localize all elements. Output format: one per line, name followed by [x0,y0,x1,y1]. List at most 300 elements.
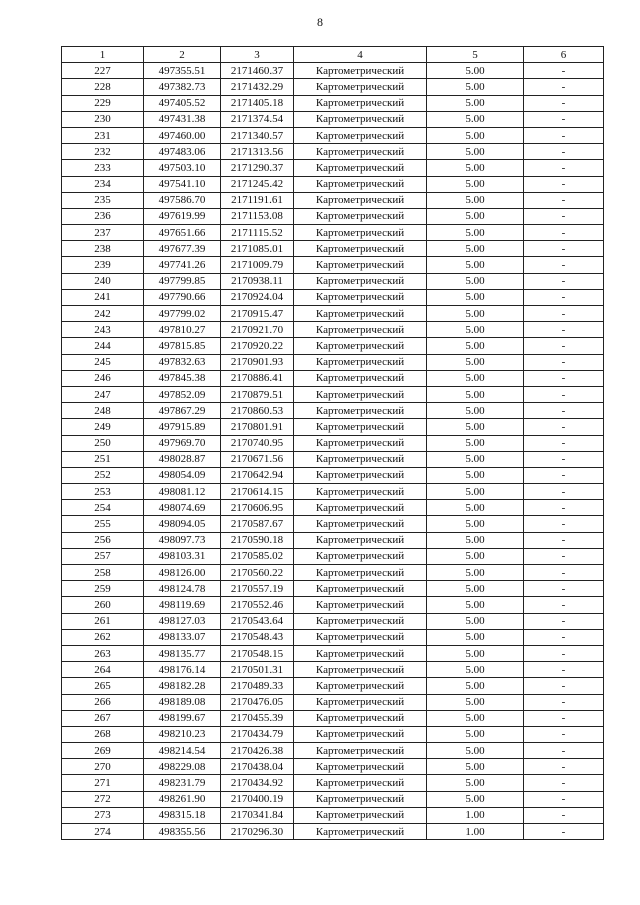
note-cell: - [524,484,604,500]
accuracy-cell: 1.00 [427,824,524,840]
x-coordinate-cell: 497832.63 [144,354,221,370]
method-cell: Картометрический [294,63,427,79]
table-row [62,710,604,726]
table-row [62,225,604,241]
method-cell: Картометрический [294,79,427,95]
method-cell: Картометрический [294,775,427,791]
table-row [62,289,604,305]
accuracy-cell: 5.00 [427,467,524,483]
point-number-cell: 256 [62,532,144,548]
x-coordinate-cell: 497810.27 [144,322,221,338]
accuracy-cell: 5.00 [427,581,524,597]
point-number-cell: 227 [62,63,144,79]
point-number-cell: 253 [62,484,144,500]
x-coordinate-cell: 498229.08 [144,759,221,775]
x-coordinate-cell: 498315.18 [144,807,221,823]
table-row [62,144,604,160]
accuracy-cell: 5.00 [427,500,524,516]
accuracy-cell: 5.00 [427,95,524,111]
method-cell: Картометрический [294,111,427,127]
method-cell: Картометрический [294,726,427,742]
y-coordinate-cell: 2170614.15 [221,484,294,500]
method-cell: Картометрический [294,807,427,823]
accuracy-cell: 5.00 [427,613,524,629]
accuracy-cell: 5.00 [427,662,524,678]
x-coordinate-cell: 497790.66 [144,289,221,305]
column-header: 2 [144,47,221,63]
x-coordinate-cell: 497852.09 [144,386,221,402]
y-coordinate-cell: 2170642.94 [221,467,294,483]
point-number-cell: 271 [62,775,144,791]
point-number-cell: 248 [62,403,144,419]
point-number-cell: 233 [62,160,144,176]
note-cell: - [524,743,604,759]
note-cell: - [524,726,604,742]
note-cell: - [524,192,604,208]
method-cell: Картометрический [294,95,427,111]
note-cell: - [524,532,604,548]
y-coordinate-cell: 2171290.37 [221,160,294,176]
accuracy-cell: 5.00 [427,144,524,160]
table-row [62,95,604,111]
method-cell: Картометрический [294,678,427,694]
accuracy-cell: 5.00 [427,79,524,95]
point-number-cell: 236 [62,208,144,224]
y-coordinate-cell: 2171153.08 [221,208,294,224]
method-cell: Картометрический [294,403,427,419]
x-coordinate-cell: 497867.29 [144,403,221,419]
method-cell: Картометрический [294,160,427,176]
note-cell: - [524,807,604,823]
table-header [62,47,604,63]
note-cell: - [524,694,604,710]
point-number-cell: 263 [62,645,144,661]
x-coordinate-cell: 497382.73 [144,79,221,95]
x-coordinate-cell: 497915.89 [144,419,221,435]
y-coordinate-cell: 2171191.61 [221,192,294,208]
point-number-cell: 259 [62,581,144,597]
x-coordinate-cell: 498133.07 [144,629,221,645]
point-number-cell: 269 [62,743,144,759]
y-coordinate-cell: 2170543.64 [221,613,294,629]
x-coordinate-cell: 497355.51 [144,63,221,79]
point-number-cell: 230 [62,111,144,127]
y-coordinate-cell: 2170501.31 [221,662,294,678]
method-cell: Картометрический [294,645,427,661]
accuracy-cell: 5.00 [427,597,524,613]
table-row [62,176,604,192]
point-number-cell: 262 [62,629,144,645]
note-cell: - [524,306,604,322]
table-row [62,111,604,127]
note-cell: - [524,127,604,143]
accuracy-cell: 5.00 [427,273,524,289]
accuracy-cell: 5.00 [427,111,524,127]
x-coordinate-cell: 497503.10 [144,160,221,176]
note-cell: - [524,419,604,435]
note-cell: - [524,516,604,532]
accuracy-cell: 5.00 [427,435,524,451]
x-coordinate-cell: 497586.70 [144,192,221,208]
x-coordinate-cell: 498054.09 [144,467,221,483]
method-cell: Картометрический [294,532,427,548]
note-cell: - [524,678,604,694]
method-cell: Картометрический [294,354,427,370]
accuracy-cell: 5.00 [427,629,524,645]
y-coordinate-cell: 2170434.79 [221,726,294,742]
point-number-cell: 257 [62,548,144,564]
table-row [62,306,604,322]
note-cell: - [524,565,604,581]
x-coordinate-cell: 498074.69 [144,500,221,516]
table-row [62,484,604,500]
note-cell: - [524,824,604,840]
note-cell: - [524,386,604,402]
point-number-cell: 231 [62,127,144,143]
y-coordinate-cell: 2170920.22 [221,338,294,354]
x-coordinate-cell: 498028.87 [144,451,221,467]
note-cell: - [524,645,604,661]
x-coordinate-cell: 497651.66 [144,225,221,241]
table-row [62,419,604,435]
note-cell: - [524,759,604,775]
note-cell: - [524,95,604,111]
accuracy-cell: 5.00 [427,694,524,710]
table-row [62,726,604,742]
method-cell: Картометрический [294,225,427,241]
accuracy-cell: 5.00 [427,565,524,581]
table-row [62,807,604,823]
accuracy-cell: 5.00 [427,403,524,419]
note-cell: - [524,629,604,645]
y-coordinate-cell: 2170921.70 [221,322,294,338]
table-row [62,694,604,710]
method-cell: Картометрический [294,500,427,516]
method-cell: Картометрический [294,241,427,257]
note-cell: - [524,548,604,564]
note-cell: - [524,451,604,467]
y-coordinate-cell: 2170879.51 [221,386,294,402]
accuracy-cell: 5.00 [427,516,524,532]
y-coordinate-cell: 2171460.37 [221,63,294,79]
coordinates-table [61,46,604,840]
method-cell: Картометрический [294,127,427,143]
note-cell: - [524,370,604,386]
y-coordinate-cell: 2170434.92 [221,775,294,791]
method-cell: Картометрический [294,386,427,402]
x-coordinate-cell: 497741.26 [144,257,221,273]
x-coordinate-cell: 498261.90 [144,791,221,807]
point-number-cell: 265 [62,678,144,694]
method-cell: Картометрический [294,710,427,726]
point-number-cell: 246 [62,370,144,386]
y-coordinate-cell: 2171340.57 [221,127,294,143]
note-cell: - [524,225,604,241]
note-cell: - [524,467,604,483]
x-coordinate-cell: 497799.85 [144,273,221,289]
table-row [62,645,604,661]
accuracy-cell: 5.00 [427,743,524,759]
accuracy-cell: 5.00 [427,484,524,500]
table-row [62,451,604,467]
x-coordinate-cell: 497405.52 [144,95,221,111]
point-number-cell: 243 [62,322,144,338]
point-number-cell: 228 [62,79,144,95]
table-row [62,678,604,694]
y-coordinate-cell: 2171009.79 [221,257,294,273]
x-coordinate-cell: 498231.79 [144,775,221,791]
x-coordinate-cell: 497677.39 [144,241,221,257]
point-number-cell: 234 [62,176,144,192]
method-cell: Картометрический [294,289,427,305]
method-cell: Картометрический [294,419,427,435]
x-coordinate-cell: 497815.85 [144,338,221,354]
note-cell: - [524,354,604,370]
page-number: 8 [317,15,323,29]
accuracy-cell: 5.00 [427,225,524,241]
point-number-cell: 254 [62,500,144,516]
point-number-cell: 260 [62,597,144,613]
y-coordinate-cell: 2170924.04 [221,289,294,305]
y-coordinate-cell: 2170587.67 [221,516,294,532]
table-row [62,565,604,581]
point-number-cell: 249 [62,419,144,435]
y-coordinate-cell: 2170606.95 [221,500,294,516]
point-number-cell: 247 [62,386,144,402]
table-row [62,79,604,95]
accuracy-cell: 5.00 [427,338,524,354]
point-number-cell: 229 [62,95,144,111]
point-number-cell: 238 [62,241,144,257]
note-cell: - [524,775,604,791]
note-cell: - [524,79,604,95]
y-coordinate-cell: 2171115.52 [221,225,294,241]
y-coordinate-cell: 2170901.93 [221,354,294,370]
point-number-cell: 250 [62,435,144,451]
x-coordinate-cell: 497845.38 [144,370,221,386]
x-coordinate-cell: 497799.02 [144,306,221,322]
method-cell: Картометрический [294,338,427,354]
method-cell: Картометрический [294,451,427,467]
accuracy-cell: 5.00 [427,306,524,322]
y-coordinate-cell: 2170915.47 [221,306,294,322]
method-cell: Картометрический [294,273,427,289]
y-coordinate-cell: 2170886.41 [221,370,294,386]
accuracy-cell: 5.00 [427,127,524,143]
x-coordinate-cell: 497483.06 [144,144,221,160]
note-cell: - [524,257,604,273]
method-cell: Картометрический [294,176,427,192]
method-cell: Картометрический [294,484,427,500]
x-coordinate-cell: 498103.31 [144,548,221,564]
x-coordinate-cell: 498182.28 [144,678,221,694]
note-cell: - [524,662,604,678]
point-number-cell: 232 [62,144,144,160]
table-row [62,548,604,564]
table-row [62,467,604,483]
accuracy-cell: 5.00 [427,192,524,208]
point-number-cell: 274 [62,824,144,840]
table-row [62,824,604,840]
point-number-cell: 270 [62,759,144,775]
point-number-cell: 272 [62,791,144,807]
table-row [62,273,604,289]
point-number-cell: 240 [62,273,144,289]
x-coordinate-cell: 498097.73 [144,532,221,548]
accuracy-cell: 5.00 [427,532,524,548]
table-row [62,743,604,759]
column-header: 5 [427,47,524,63]
y-coordinate-cell: 2170426.38 [221,743,294,759]
method-cell: Картометрический [294,597,427,613]
x-coordinate-cell: 498081.12 [144,484,221,500]
table-row [62,759,604,775]
accuracy-cell: 5.00 [427,257,524,273]
y-coordinate-cell: 2170296.30 [221,824,294,840]
accuracy-cell: 5.00 [427,451,524,467]
y-coordinate-cell: 2170548.43 [221,629,294,645]
y-coordinate-cell: 2170438.04 [221,759,294,775]
column-header: 6 [524,47,604,63]
point-number-cell: 261 [62,613,144,629]
table-row [62,597,604,613]
note-cell: - [524,176,604,192]
table-row [62,241,604,257]
table-row [62,500,604,516]
x-coordinate-cell: 498124.78 [144,581,221,597]
note-cell: - [524,160,604,176]
point-number-cell: 268 [62,726,144,742]
note-cell: - [524,791,604,807]
accuracy-cell: 5.00 [427,726,524,742]
x-coordinate-cell: 498119.69 [144,597,221,613]
point-number-cell: 252 [62,467,144,483]
method-cell: Картометрический [294,694,427,710]
point-number-cell: 258 [62,565,144,581]
x-coordinate-cell: 498355.56 [144,824,221,840]
note-cell: - [524,710,604,726]
method-cell: Картометрический [294,548,427,564]
accuracy-cell: 5.00 [427,241,524,257]
method-cell: Картометрический [294,759,427,775]
accuracy-cell: 5.00 [427,710,524,726]
y-coordinate-cell: 2171245.42 [221,176,294,192]
note-cell: - [524,597,604,613]
table-row [62,63,604,79]
point-number-cell: 239 [62,257,144,273]
accuracy-cell: 5.00 [427,160,524,176]
table-row [62,192,604,208]
accuracy-cell: 5.00 [427,791,524,807]
table-row [62,613,604,629]
accuracy-cell: 5.00 [427,419,524,435]
note-cell: - [524,613,604,629]
y-coordinate-cell: 2171313.56 [221,144,294,160]
table-row [62,662,604,678]
accuracy-cell: 5.00 [427,354,524,370]
note-cell: - [524,403,604,419]
method-cell: Картометрический [294,208,427,224]
point-number-cell: 244 [62,338,144,354]
accuracy-cell: 5.00 [427,370,524,386]
accuracy-cell: 5.00 [427,759,524,775]
header-row [62,47,604,63]
table-row [62,516,604,532]
y-coordinate-cell: 2171085.01 [221,241,294,257]
table-row [62,775,604,791]
point-number-cell: 241 [62,289,144,305]
point-number-cell: 267 [62,710,144,726]
method-cell: Картометрический [294,435,427,451]
accuracy-cell: 5.00 [427,322,524,338]
y-coordinate-cell: 2170740.95 [221,435,294,451]
point-number-cell: 251 [62,451,144,467]
accuracy-cell: 5.00 [427,208,524,224]
method-cell: Картометрический [294,743,427,759]
table-row [62,581,604,597]
note-cell: - [524,338,604,354]
point-number-cell: 242 [62,306,144,322]
y-coordinate-cell: 2171405.18 [221,95,294,111]
method-cell: Картометрический [294,144,427,160]
point-number-cell: 264 [62,662,144,678]
accuracy-cell: 5.00 [427,678,524,694]
note-cell: - [524,111,604,127]
table-row [62,532,604,548]
note-cell: - [524,435,604,451]
note-cell: - [524,208,604,224]
x-coordinate-cell: 497460.00 [144,127,221,143]
y-coordinate-cell: 2170455.39 [221,710,294,726]
x-coordinate-cell: 498135.77 [144,645,221,661]
table-body [62,63,604,840]
method-cell: Картометрический [294,565,427,581]
accuracy-cell: 5.00 [427,176,524,192]
x-coordinate-cell: 498189.08 [144,694,221,710]
y-coordinate-cell: 2170585.02 [221,548,294,564]
x-coordinate-cell: 498127.03 [144,613,221,629]
table-row [62,322,604,338]
x-coordinate-cell: 498176.14 [144,662,221,678]
x-coordinate-cell: 498199.67 [144,710,221,726]
note-cell: - [524,500,604,516]
column-header: 4 [294,47,427,63]
table-row [62,791,604,807]
y-coordinate-cell: 2170938.11 [221,273,294,289]
note-cell: - [524,273,604,289]
accuracy-cell: 5.00 [427,645,524,661]
y-coordinate-cell: 2170590.18 [221,532,294,548]
table-row [62,257,604,273]
point-number-cell: 273 [62,807,144,823]
method-cell: Картометрический [294,192,427,208]
method-cell: Картометрический [294,629,427,645]
method-cell: Картометрический [294,322,427,338]
table-row [62,354,604,370]
column-header: 1 [62,47,144,63]
method-cell: Картометрический [294,467,427,483]
note-cell: - [524,63,604,79]
y-coordinate-cell: 2170400.19 [221,791,294,807]
accuracy-cell: 5.00 [427,775,524,791]
point-number-cell: 245 [62,354,144,370]
table-row [62,370,604,386]
method-cell: Картометрический [294,257,427,273]
table-row [62,435,604,451]
method-cell: Картометрический [294,516,427,532]
x-coordinate-cell: 497431.38 [144,111,221,127]
method-cell: Картометрический [294,824,427,840]
